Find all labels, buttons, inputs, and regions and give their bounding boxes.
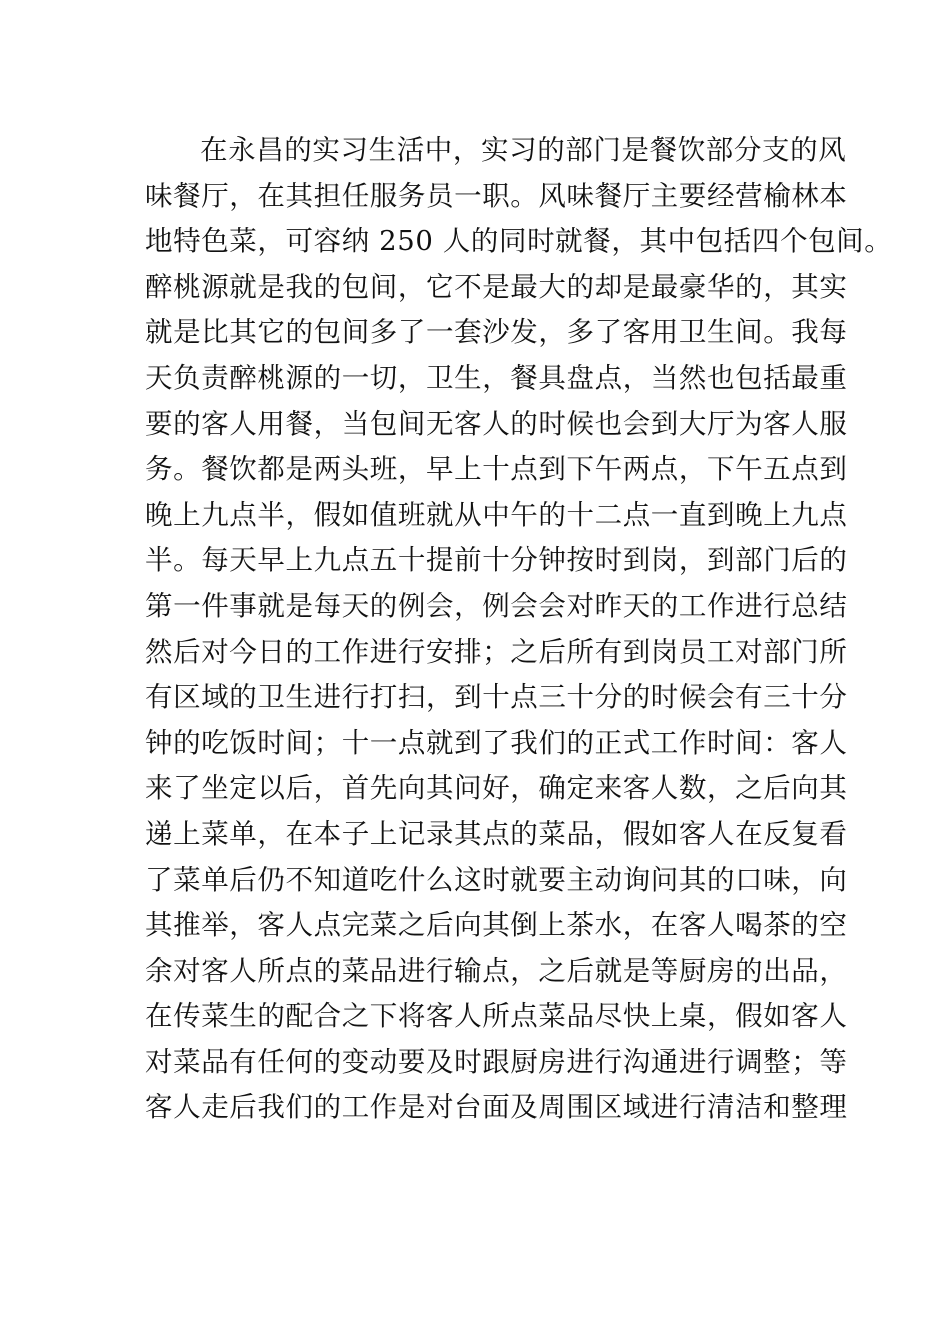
text-line: 天负责醉桃源的一切，卫生，餐具盘点，当然也包括最重 bbox=[145, 361, 848, 394]
text-line: 递上菜单，在本子上记录其点的菜品，假如客人在反复看 bbox=[145, 817, 848, 850]
text-line: 就是比其它的包间多了一套沙发，多了客用卫生间。我每 bbox=[145, 316, 848, 349]
text-line: 在传菜生的配合之下将客人所点菜品尽快上桌，假如客人 bbox=[145, 1000, 848, 1033]
text-line: 然后对今日的工作进行安排；之后所有到岗员工对部门所 bbox=[145, 635, 848, 668]
text-line: 余对客人所点的菜品进行输点，之后就是等厨房的出品， bbox=[145, 954, 848, 987]
text-line: 来了坐定以后，首先向其问好，确定来客人数，之后向其 bbox=[145, 772, 848, 805]
text-line: 地特色菜，可容纳 250 人的同时就餐，其中包括四个包间。 bbox=[145, 225, 893, 258]
paragraph bbox=[145, 128, 893, 1131]
text-line: 味餐厅，在其担任服务员一职。风味餐厅主要经营榆林本 bbox=[145, 179, 848, 212]
text-line: 其推举，客人点完菜之后向其倒上茶水，在客人喝茶的空 bbox=[145, 909, 848, 942]
text-line: 第一件事就是每天的例会，例会会对昨天的工作进行总结 bbox=[145, 589, 848, 622]
text-line: 务。餐饮都是两头班，早上十点到下午两点，下午五点到 bbox=[145, 453, 848, 486]
text-line: 客人走后我们的工作是对台面及周围区域进行清洁和整理 bbox=[145, 1091, 848, 1124]
text-line: 晚上九点半，假如值班就从中午的十二点一直到晚上九点 bbox=[145, 498, 848, 531]
text-line: 醉桃源就是我的包间，它不是最大的却是最豪华的，其实 bbox=[145, 270, 848, 303]
text-line: 在永昌的实习生活中，实习的部门是餐饮部分支的风 bbox=[200, 134, 847, 166]
text-line: 了菜单后仍不知道吃什么这时就要主动询问其的口味，向 bbox=[145, 863, 848, 896]
text-line: 钟的吃饭时间；十一点就到了我们的正式工作时间：客人 bbox=[145, 726, 848, 759]
text-line: 有区域的卫生进行打扫，到十点三十分的时候会有三十分 bbox=[145, 681, 848, 714]
text-line: 对菜品有任何的变动要及时跟厨房进行沟通进行调整；等 bbox=[145, 1045, 848, 1078]
text-line: 半。每天早上九点五十提前十分钟按时到岗，到部门后的 bbox=[145, 544, 848, 577]
text-line: 要的客人用餐，当包间无客人的时候也会到大厅为客人服 bbox=[145, 407, 848, 440]
